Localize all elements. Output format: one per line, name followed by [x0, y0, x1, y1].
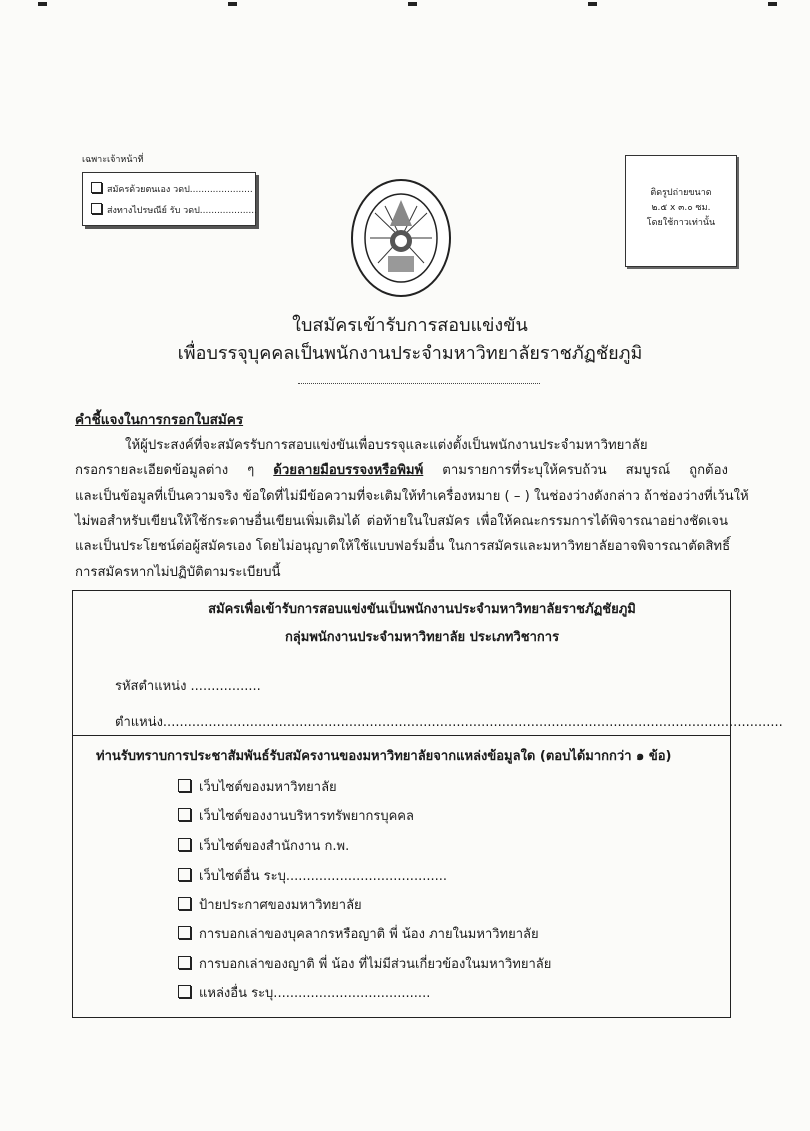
punch-mark — [768, 2, 777, 6]
position-field[interactable]: ตำแหน่ง...................................................................................................................................................... — [115, 715, 783, 730]
punch-mark — [408, 2, 417, 6]
checkbox[interactable] — [178, 985, 191, 998]
form-subtitle: เพื่อบรรจุบุคคลเป็นพนักงานประจำมหาวิทยาลัยราชภัฏชัยภูมิ — [177, 343, 643, 364]
emphasis: ด้วยลายมือบรรจงหรือพิมพ์ — [273, 463, 424, 478]
option-label: เว็บไซต์ของมหาวิทยาลัย — [199, 780, 337, 795]
form-title: ใบสมัครเข้ารับการสอบแข่งขัน — [292, 315, 528, 336]
checkbox[interactable] — [178, 868, 191, 881]
punch-mark — [588, 2, 597, 6]
source-question: ท่านรับทราบการประชาสัมพันธ์รับสมัครงานของมหาวิทยาลัยจากแหล่งข้อมูลใด (ตอบได้มากกว่า ๑ ข้อ) — [96, 749, 672, 764]
option-label: สมัครด้วยตนเอง วดป...................... — [107, 185, 253, 195]
option-label: เว็บไซต์อื่น ระบุ....................................... — [199, 869, 448, 884]
punch-mark — [228, 2, 237, 6]
source-option[interactable] — [178, 865, 447, 886]
source-option[interactable] — [178, 805, 414, 826]
option-label: เว็บไซต์ของสำนักงาน ก.พ. — [199, 839, 350, 854]
source-option[interactable] — [178, 923, 539, 944]
photo-box — [625, 155, 737, 267]
checkbox[interactable] — [91, 182, 102, 193]
office-use-box — [82, 172, 256, 226]
office-option[interactable] — [91, 182, 253, 196]
instruction-line: และเป็นประโยชน์ต่อผู้สมัครเอง โดยไม่อนุญาตให้ใช้แบบฟอร์มอื่น ในการสมัครและมหาวิทยาลัยอาจพิจารณาตัดสิทธิ์ — [75, 539, 731, 554]
checkbox[interactable] — [91, 203, 102, 214]
divider — [298, 383, 540, 384]
checkbox[interactable] — [178, 897, 191, 910]
position-group: กลุ่มพนักงานประจำมหาวิทยาลัย ประเภทวิชาการ — [284, 630, 560, 645]
photo-instruction: ๒.๕ x ๓.๐ ซม. — [651, 203, 711, 213]
source-option[interactable] — [178, 953, 551, 974]
source-option[interactable] — [178, 835, 349, 856]
source-option[interactable] — [178, 982, 430, 1003]
punch-mark — [38, 2, 47, 6]
option-label: เว็บไซต์ของงานบริหารทรัพยากรบุคคล — [199, 809, 414, 824]
photo-instruction: ติดรูปถ่ายขนาด — [650, 188, 712, 198]
office-option[interactable] — [91, 203, 257, 217]
option-label: การบอกเล่าของบุคลากรหรือญาติ พี่ น้อง ภายในมหาวิทยาลัย — [199, 927, 539, 942]
checkbox[interactable] — [178, 838, 191, 851]
checkbox[interactable] — [178, 808, 191, 821]
instruction-line: การสมัครหากไม่ปฏิบัติตามระเบียบนี้ — [75, 565, 281, 580]
instruction-line: และเป็นข้อมูลที่เป็นความจริง ข้อใดที่ไม่มีข้อความที่จะเติมให้ทำเครื่องหมาย ( – ) ในช่องว่างดังกล่าว ถ้าช่องว่างที่เว้นให้ — [75, 489, 749, 504]
section-divider — [73, 735, 730, 736]
instruction-line: ให้ผู้ประสงค์ที่จะสมัครรับการสอบแข่งขันเพื่อบรรจุและแต่งตั้งเป็นพนักงานประจำมหาวิทยาลัย — [125, 438, 648, 453]
office-use-label: เฉพาะเจ้าหน้าที่ — [82, 155, 144, 165]
position-heading: สมัครเพื่อเข้ารับการสอบแข่งขันเป็นพนักงานประจำมหาวิทยาลัยราชภัฏชัยภูมิ — [208, 602, 636, 617]
checkbox[interactable] — [178, 956, 191, 969]
source-option[interactable] — [178, 894, 362, 915]
source-option[interactable] — [178, 776, 337, 797]
instructions-heading: คำชี้แจงในการกรอกใบสมัคร — [75, 412, 244, 428]
option-label: แหล่งอื่น ระบุ...................................... — [199, 986, 431, 1001]
checkbox[interactable] — [178, 779, 191, 792]
option-label: การบอกเล่าของญาติ พี่ น้อง ที่ไม่มีส่วนเกี่ยวข้องในมหาวิทยาลัย — [199, 957, 552, 972]
university-seal-logo — [350, 178, 452, 298]
instruction-line: กรอกรายละเอียดข้อมูลต่าง ๆ ด้วยลายมือบรรจงหรือพิมพ์ ตามรายการที่ระบุให้ครบถ้วน สมบูรณ์ ถูกต้อง — [75, 463, 728, 478]
checkbox[interactable] — [178, 926, 191, 939]
option-label: ป้ายประกาศของมหาวิทยาลัย — [199, 898, 362, 913]
position-code-field[interactable]: รหัสตำแหน่ง ................. — [115, 679, 261, 694]
option-label: ส่งทางไปรษณีย์ รับ วดป.................... — [107, 206, 257, 216]
instruction-line: ไม่พอสำหรับเขียนให้ใช้กระดาษอื่นเขียนเพิ่มเติมได้ ต่อท้ายในใบสมัคร เพื่อให้คณะกรรมการได้พิจารณาอย่างชัดเจน — [75, 514, 728, 529]
photo-instruction: โดยใช้กาวเท่านั้น — [646, 218, 716, 228]
